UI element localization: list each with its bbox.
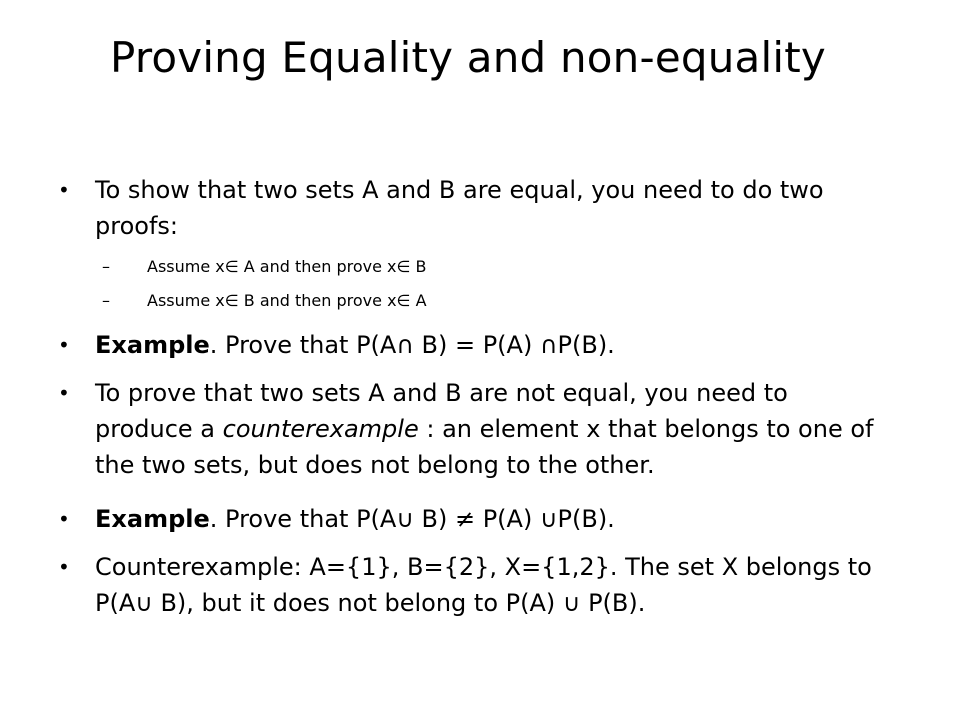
bullet-item: [58, 375, 888, 483]
sub-bullet-item: [58, 290, 888, 312]
bullet-bold-label: Example: [95, 331, 210, 359]
bullet-text: To show that two sets A and B are equal, you need to do two proofs:: [95, 176, 824, 240]
slide-body: [58, 172, 888, 621]
bullet-text: . Prove that P(A∩ B) = P(A) ∩P(B).: [209, 331, 615, 359]
bullet-dot-icon: •: [58, 507, 70, 531]
bullet-item: [58, 501, 888, 537]
bullet-text: Counterexample: A={1}, B={2}, X={1,2}. The set X belongs to P(A∪ B), but it does not belong to P(A) ∪ P(B).: [95, 553, 872, 617]
bullet-text-tail: : an element x that belongs to one of the two sets, but does not belong to the other.: [95, 415, 874, 479]
bullet-dot-icon: •: [58, 333, 70, 357]
dash-icon: –: [102, 257, 110, 276]
slide-title: Proving Equality and non-equality: [110, 33, 826, 82]
bullet-text: . Prove that P(A∪ B) ≠ P(A) ∪P(B).: [209, 505, 615, 533]
bullet-dot-icon: •: [58, 178, 70, 202]
bullet-bold-label: Example: [95, 505, 210, 533]
bullet-dot-icon: •: [58, 381, 70, 405]
bullet-item: [58, 549, 888, 621]
sub-bullet-item: [58, 256, 888, 278]
sub-bullet-text: Assume x∈ A and then prove x∈ B: [147, 257, 427, 276]
bullet-dot-icon: •: [58, 555, 70, 579]
dash-icon: –: [102, 291, 110, 310]
bullet-item: [58, 327, 888, 363]
sub-bullet-text: Assume x∈ B and then prove x∈ A: [147, 291, 427, 310]
bullet-italic-term: counterexample: [222, 415, 419, 443]
bullet-item: [58, 172, 888, 244]
bullet-text: To prove that two sets A and B are not equal, you need to produce a: [95, 379, 788, 443]
